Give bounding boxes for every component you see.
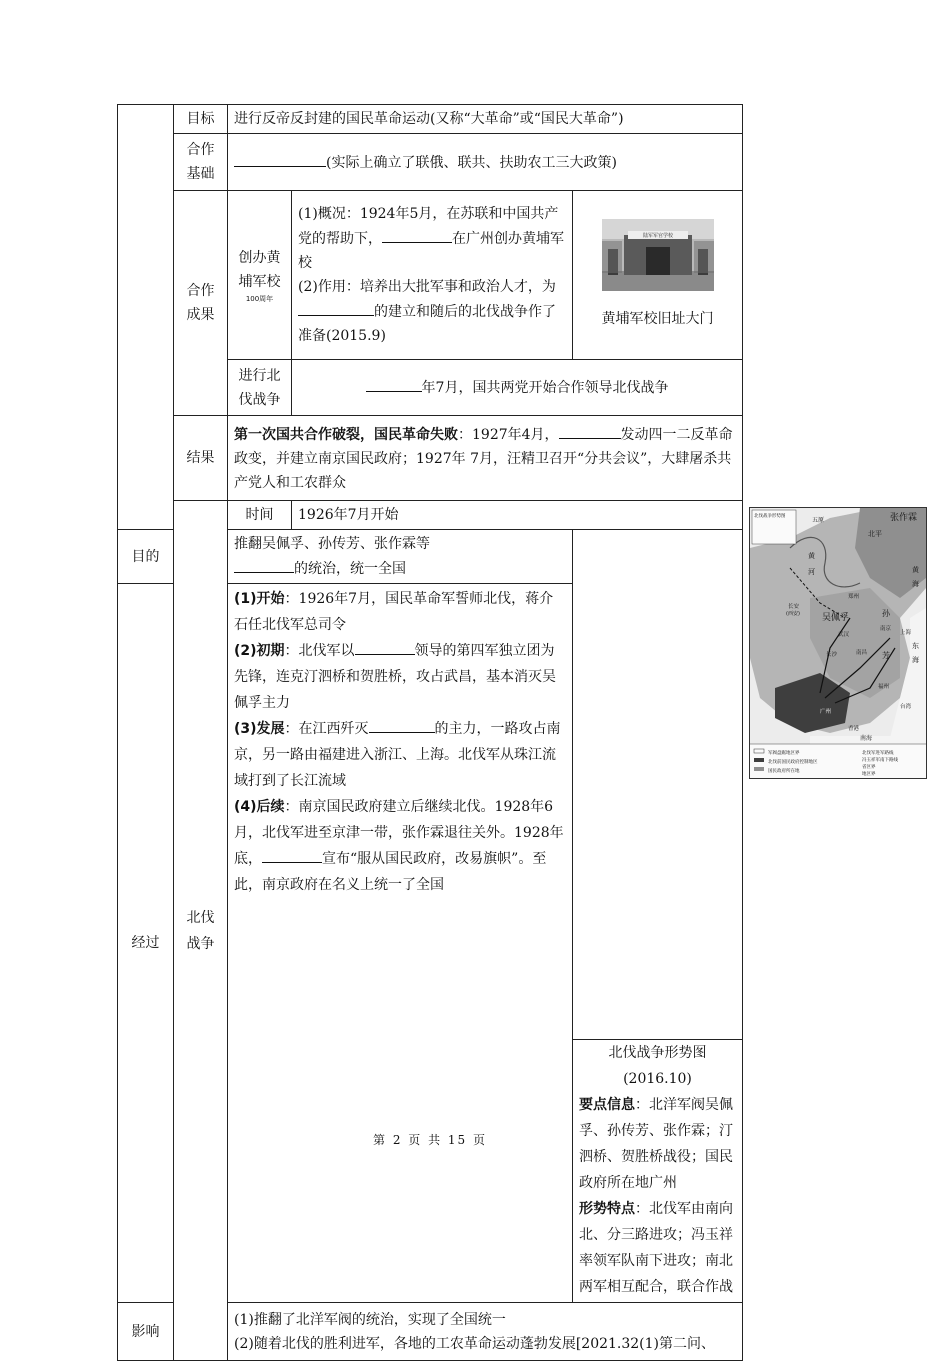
process-4-text-a: ：南京国民政府建立后继续北伐。1928年6月，北伐军进至京津一带，张作霖退往关外。1928年底， [234,799,564,867]
academy-label-cell [228,191,292,360]
process-3-text-b: 的主力，一路攻占南京，另一路由福建进入浙江、上海。北伐军从珠江流域打到了长江流域 [234,721,561,789]
map-legend-4: 北伐军进军路线 [862,751,894,756]
time-label: 时间 [228,501,292,530]
impact-1: (1)推翻了北洋军阀的统治，实现了全国统一 [234,1311,506,1328]
northern-section-text: 北伐战争 [186,909,215,952]
time-text: 1926年7月开始 [292,501,743,530]
map-label-eastsea-2: 海 [912,656,919,664]
academy-overview-end: 在广州创办黄埔军校 [298,231,564,271]
answer-blank [355,638,415,655]
map-label-xian: (西安) [786,611,800,617]
process-2-head: (2)初期 [234,643,285,659]
history-table [117,104,919,1361]
map-label-changsha: 长沙 [826,652,838,658]
section-cell-revolution [118,105,174,530]
northern-section-label [174,501,228,1361]
map-legend-1: 军阀盘踞地区界 [768,751,800,756]
trend-text: ：北伐军由南向北、分三路进攻；冯玉祥率领军队南下进攻；南北两军相互配合，联合作战 [579,1201,733,1295]
map-label-changan: 长安 [788,604,800,610]
process-cell [228,584,573,1303]
outcome-label: 结果 [174,416,228,501]
goal-text: 进行反帝反封建的国民革命运动(又称“大革命”或“国民大革命”) [228,105,743,134]
outcome-text-a: ：1927年4月， [458,426,559,443]
map-label-nanchang: 南昌 [856,650,868,656]
goal-label: 目标 [174,105,228,134]
impact-cell [228,1303,743,1361]
gate-sign-text: 陆军军官学校 [642,233,673,239]
process-2-text-b: 领导的第四军独立团为先锋，连克汀泗桥和贺胜桥，攻占武昌，基本消灭吴佩孚主力 [234,643,556,711]
answer-blank [559,422,621,439]
process-3-text-a: ：在江西歼灭 [284,721,369,737]
map-label-wuyuan: 五原 [812,517,825,524]
answer-blank [234,150,326,167]
map-label-nanhai: 南海 [860,735,873,742]
purpose-label: 目的 [118,530,174,584]
map-label-wu: 吴佩孚 [822,613,850,623]
map-label-wuhan: 武汉 [838,632,850,638]
process-1-head: (1)开始 [234,591,285,607]
academy-photo-cell [573,191,743,360]
trend-head: 形势特点 [579,1201,635,1217]
map-legend-7: 地区界 [862,772,876,777]
northern-expedition-map [749,507,927,779]
answer-blank [298,299,374,316]
purpose-text-b: 的统治，统一全国 [294,561,406,577]
map-legend-6: 省区界 [862,765,876,770]
map-label-he: 河 [808,568,815,576]
map-legend-3: 国民政府所在地 [768,769,800,774]
answer-blank [262,846,322,863]
map-legend-2: 北伐前国民政府控制地区 [768,760,818,765]
map-label-yellowsea-1: 黄 [912,566,919,574]
map-label-sun: 孙 [882,609,890,618]
map-label-guangzhou: 广州 [820,709,832,715]
process-1-text: ：1926年7月，国民革命军誓师北伐，蒋介石任北伐军总司令 [234,591,554,633]
map-label-eastsea-1: 东 [912,642,919,650]
expedition-text: 年7月，国共两党开始合作领导北伐战争 [421,380,669,396]
basis-label: 合作基础 [174,134,228,191]
answer-blank [366,375,422,392]
map-label-yellowsea-2: 海 [912,580,919,588]
process-3-head: (3)发展 [234,721,285,737]
map-label-fang: 芳 [882,651,890,660]
map-label-beiping: 北平 [868,530,882,538]
map-label-zhengzhou: 郑州 [848,594,860,600]
basis-text: (实际上确立了联俄、联共、扶助农工三大政策) [326,154,617,171]
outcome-bold: 第一次国共合作破裂，国民革命失败 [234,426,458,443]
academy-anniversary-note: 100周年 [245,295,274,303]
basis-cell [228,134,743,191]
map-label-taiwan: 台湾 [900,704,912,710]
map-label-zhang: 张作霖 [890,513,918,523]
key-info-head: 要点信息 [579,1097,635,1113]
purpose-cell [228,530,573,584]
process-4-text-b: 宣布“服从国民政府，改易旗帜”。至此，南京政府在名义上统一了全国 [234,851,547,893]
impact-label: 影响 [118,1303,174,1361]
results-label: 合作成果 [174,191,228,416]
key-info-text: ：北洋军阀吴佩孚、孙传芳、张作霖；汀泗桥、贺胜桥战役；国民政府所在地广州 [579,1097,733,1191]
page-footer: 第 2 页 共 15 页 [373,1133,487,1147]
map-caption: 北伐战争形势图(2016.10) [608,1045,707,1087]
academy-overview: (1)概况：1924年5月，在苏联和中国共产党的帮助下， [298,206,559,247]
academy-text [292,191,573,360]
academy-label: 创办黄埔军校 [238,250,281,290]
academy-caption: 黄埔军校旧址大门 [601,311,714,327]
outcome-cell [228,416,743,501]
purpose-text-a: 推翻吴佩孚、孙传芳、张作霖等 [234,536,430,552]
expedition-cell [292,360,743,416]
outcome-text-b: 发动四一二反革命政变，并建立南京国民政府；1927年 7月，汪精卫召开“分共会议”，大肆屠杀共产党人和工农群众 [234,426,733,491]
answer-blank [369,716,435,733]
map-label-xianggang: 香港 [848,726,860,732]
impact-2: (2)随着北伐的胜利进军，各地的工农革命运动蓬勃发展[2021.32(1)第二问、 [234,1335,716,1352]
huangpu-academy-gate-photo [602,219,714,291]
academy-role-end: 的建立和随后的北伐战争作了准备(2015.9) [298,304,556,344]
answer-blank [382,226,452,243]
answer-blank [234,556,294,573]
map-legend-5: 冯玉祥军南下路线 [862,758,898,763]
map-legend-title: 北伐战争形势图 [754,514,786,519]
expedition-label: 进行北伐战争 [228,360,292,416]
academy-role: (2)作用：培养出大批军事和政治人才，为 [298,279,556,295]
process-4-head: (4)后续 [234,799,285,815]
process-label: 经过 [118,584,174,1303]
map-label-shanghai: 上海 [900,630,912,636]
process-2-text-a: ：北伐军以 [284,643,355,659]
map-notes-cell [573,1040,743,1303]
map-label-nanjing: 南京 [880,626,892,632]
map-label-fuzhou: 福州 [878,684,890,690]
map-label-huang: 黄 [808,552,815,560]
